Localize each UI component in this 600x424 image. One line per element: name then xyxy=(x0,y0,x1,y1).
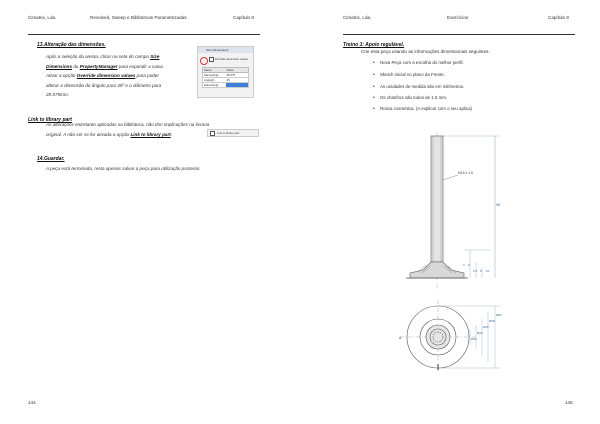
exercise-bullet: • Os chanfros são todos de 1.5 mm. xyxy=(380,95,447,100)
panel-table-header: Name Value xyxy=(202,67,249,73)
step14-heading: 14.Guardar. xyxy=(37,156,65,162)
left-header-company: Cimatrix, Lda. xyxy=(28,15,57,20)
exercise-bullet: • Nova Peça com a escolha do melhor perfil. xyxy=(380,60,464,65)
height-dimension-label: 96 xyxy=(496,203,500,207)
right-header-company: Cimatrix, Lda. xyxy=(343,15,372,20)
base-dimension-label: 10 xyxy=(486,269,490,273)
checkbox-icon[interactable] xyxy=(209,57,214,62)
top-dimension-label: Ø36 xyxy=(483,325,489,329)
step13-line-3: Ativar a opção Override dimension values para poder xyxy=(46,73,159,78)
step13-line-1: Após a seleção da aresta, clicar na seta do campo Size xyxy=(46,54,160,59)
page-number-left: 144 xyxy=(28,400,36,405)
right-page xyxy=(300,0,600,424)
right-header-chapter: Capítulo 8 xyxy=(548,15,569,20)
center-mark-label: A xyxy=(399,336,402,340)
panel-table-row[interactable]: Diameter@... xyxy=(202,83,249,88)
right-header-rule xyxy=(343,34,575,35)
exercise-bullet: • As unidades de medida são em milímetros. xyxy=(380,84,464,89)
exercise-bullet: • Sketch inicial no plano da Frente. xyxy=(380,72,445,77)
panel-table xyxy=(202,67,249,88)
step13-heading: 13.Alteração das dimensões. xyxy=(37,42,106,48)
page-number-right: 145 xyxy=(565,400,573,405)
front-view xyxy=(406,132,468,290)
step13-line-5: 28.575mm. xyxy=(46,92,69,97)
panel-table-row[interactable]: Diameter@... 28.575 xyxy=(202,73,249,78)
link-library-line-2: original. A não ser se for ativada a opção Link to library part. xyxy=(46,131,173,137)
link-library-heading: Link to library part xyxy=(28,117,72,123)
top-view xyxy=(400,300,476,372)
left-header-rule xyxy=(28,34,260,35)
top-dimension-label: Ø48 xyxy=(489,319,495,323)
left-header-title: Revolved, Sweep e Bibliotecas Parametrizadas xyxy=(90,15,187,20)
base-dimension-label: 5 xyxy=(480,269,482,273)
left-header-chapter: Capítulo 8 xyxy=(233,15,254,20)
panel-title: Size Dimensions xyxy=(198,47,253,53)
exercise-bullet: • Rosca cosmética. (A explicar com o seu aplica) xyxy=(380,106,472,111)
thread-leader xyxy=(443,175,458,180)
panel-override-option[interactable]: Override dimension values xyxy=(209,57,248,62)
top-dimension-label: Ø16 xyxy=(471,337,477,341)
checkbox-icon[interactable] xyxy=(210,131,215,136)
link-library-checkbox-shot[interactable]: Link to library part xyxy=(207,129,259,137)
exercise-intro: Crie esta peça usando as informações dimensionais seguintes. xyxy=(361,49,490,54)
step14-body: A peça está terminada, resta apenas salvar a peça para utilização posterior. xyxy=(46,166,201,171)
base-dimension-label: 3 xyxy=(463,263,465,267)
top-dimension-label: Ø60 xyxy=(496,313,502,317)
right-header-title: Exercícios xyxy=(447,15,469,20)
link-library-line-1: As alterações entretanto aplicadas na biblioteca, não têm implicações na livraria xyxy=(46,122,210,127)
step13-line-2: Dimensions do PropertyManager para expandir a caixa. xyxy=(46,63,164,69)
highlight-circle-icon xyxy=(200,57,208,65)
step13-body xyxy=(46,52,196,100)
base-dimension-label: 2.5 xyxy=(473,269,478,273)
exercise-heading: Treino 1: Apoio regulável. xyxy=(343,42,405,48)
technical-drawing xyxy=(300,120,600,380)
top-dimension-label: Ø24 xyxy=(477,331,483,335)
panel-table-row[interactable]: Angle@... 45 xyxy=(202,78,249,83)
size-dimensions-panel xyxy=(197,46,254,98)
base-dimension-label: 6 xyxy=(468,263,470,267)
thread-callout: M16 x 1.5 xyxy=(458,171,473,175)
step13-line-4: alterar a dimensão do ângulo para 45º e o diâmetro para xyxy=(46,82,162,88)
